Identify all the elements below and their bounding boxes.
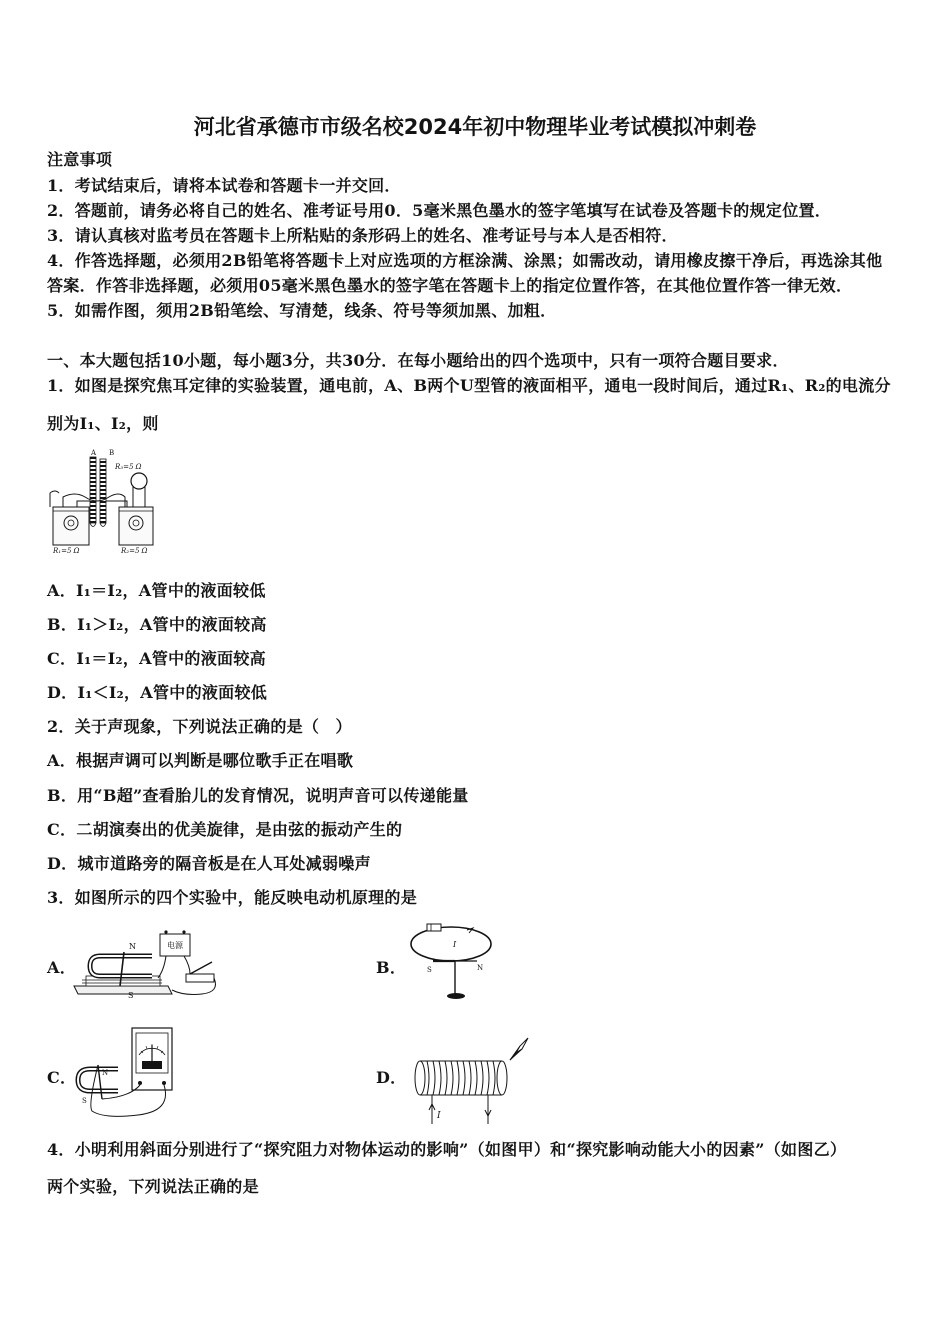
q2-option-b: B．用“B超”查看胎儿的发育情况，说明声音可以传递能量 [47,786,469,805]
battery [427,924,441,931]
q3-stem: 3．如图所示的四个实验中，能反映电动机原理的是 [47,888,418,907]
label-n: N [102,1069,109,1077]
label-tube-a: A [91,449,97,457]
label-r2: R₂=5 Ω [121,547,148,555]
q3-option-b-label: B． [376,958,407,977]
label-s: S [427,966,432,974]
resistor-r3 [131,473,147,507]
label-s: S [82,1097,87,1105]
q3-figure-b-oersted-loop [405,916,500,1001]
q2-stem: 2．关于声现象，下列说法正确的是（ ） [47,717,352,736]
notice-line-5: 5．如需作图，须用2B铅笔绘、写清楚，线条、符号等须加黑、加粗． [47,301,557,320]
notice-heading: 注意事项 [47,150,113,169]
notice-line-1: 1．考试结束后，请将本试卷和答题卡一并交回． [47,176,401,195]
q2-option-d: D．城市道路旁的隔音板是在人耳处减弱噪声 [47,854,371,873]
horseshoe-magnet [78,1069,118,1091]
compass-needle [510,1038,528,1060]
notice-line-2: 2．答题前，请务必将自己的姓名、准考证号用0．5毫米黑色墨水的签字笔填写在试卷及答题卡的规定位置． [47,201,832,220]
label-r1: R₁=5 Ω [53,547,80,555]
q2-option-a: A．根据声调可以判断是哪位歌手正在唱歌 [47,751,354,770]
q4-stem: 4．小明利用斜面分别进行了“探究阻力对物体运动的影响”（如图甲）和“探究影响动能大小的因素”（如图乙） [47,1140,847,1159]
connecting-wires [50,491,125,507]
label-s: S [128,991,134,1000]
q3-figure-d-solenoid [410,1036,535,1128]
q3-option-c-label: C． [47,1068,77,1087]
solenoid-coil [415,1061,507,1095]
label-current-i: I [437,1111,441,1121]
base-board [74,976,172,994]
q1-option-b: B．I₁＞I₂，A管中的液面较高 [47,615,267,634]
q3-figure-a-rail-motor [72,928,222,1000]
label-n: N [129,942,136,951]
q4-stem-cont: 两个实验，下列说法正确的是 [47,1177,259,1196]
q1-option-d: D．I₁＜I₂，A管中的液面较低 [47,683,268,702]
label-tube-b: B [109,449,115,457]
right-container [119,507,153,545]
label-r3: R₃=5 Ω [115,463,142,471]
q2-option-c: C．二胡演奏出的优美旋律，是由弦的振动产生的 [47,820,403,839]
q1-stem: 1．如图是探究焦耳定律的实验装置，通电前，A、B两个U型管的液面相平，通电一段时间后，通过R₁、R₂的电流分 [47,376,891,395]
power-supply-label: 电源 [167,941,183,950]
q3-option-a-label: A． [47,958,77,977]
q3-figure-c-galvanometer [68,1025,183,1121]
notice-line-3: 3．请认真核对监考员在答题卡上所粘贴的条形码上的姓名、准考证号与本人是否相符． [47,226,678,245]
q1-option-a: A．I₁＝I₂，A管中的液面较低 [47,581,266,600]
q3-option-d-label: D． [376,1068,407,1087]
label-n: N [477,964,484,972]
q1-option-c: C．I₁＝I₂，A管中的液面较高 [47,649,266,668]
joule-law-apparatus-figure [47,445,159,557]
power-supply [160,930,190,956]
section-heading: 一、本大题包括10小题，每小题3分，共30分．在每小题给出的四个选项中，只有一项符合题目要求． [47,351,789,370]
q1-stem-cont: 别为I₁、I₂，则 [47,414,159,433]
galvanometer [132,1028,172,1090]
wire-loop [411,927,491,961]
label-current-i: I [453,940,457,949]
notice-line-4-cont: 答案．作答非选择题，必须用05毫米黑色墨水的签字笔在答题卡上的指定位置作答，在其他位置作答一律无效． [47,276,853,295]
page-title: 河北省承德市市级名校2024年初中物理毕业考试模拟冲刺卷 [193,115,757,139]
notice-line-4: 4．作答选择题，必须用2B铅笔将答题卡上对应选项的方框涂满、涂黑；如需改动，请用橡皮擦干净后，再选涂其他 [47,251,883,270]
left-container [53,507,89,545]
stand [447,961,465,999]
